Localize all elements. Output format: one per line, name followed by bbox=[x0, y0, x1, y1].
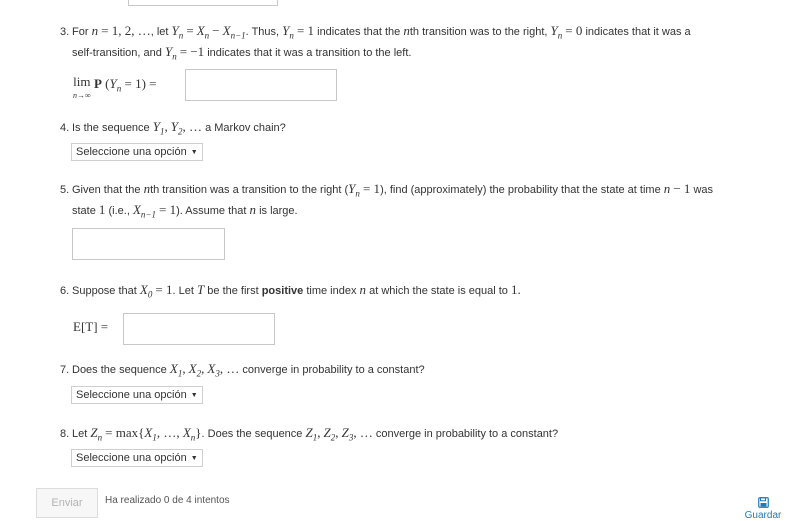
save-label: Guardar bbox=[744, 510, 782, 521]
question-6: 6. Suppose that $X_0 = 1$. Let T be the first positive time index n at which the state is equal to 1. bbox=[60, 282, 521, 300]
question-7: 7. Does the sequence $X_1$, $X_2$, $X_3$, … converge in probability to a constant? bbox=[60, 361, 425, 379]
q3-answer-label: lim n→∞ P $(Y_n = 1)$ = bbox=[73, 74, 157, 100]
save-button[interactable] bbox=[743, 497, 783, 521]
submit-button[interactable]: Enviar bbox=[36, 488, 98, 518]
question-3: 3. For n = 1, 2, …, let $Y_n = X_n - X_{n-1}$. Thus, $Y_n = 1$ indicates that the nth transition was to the right, $Y_n = 0$ indicates that it was a self-transition, and $Y_n = -1$ indicates that it was a transition to the left. bbox=[60, 23, 691, 62]
floppy-disk-icon bbox=[758, 497, 769, 508]
dropdown-arrow-icon: ▼ bbox=[190, 455, 198, 462]
question-5: 5. Given that the nth transition was a transition to the right $(Y_n = 1)$, find (approximately) the probability that the state at time n − 1 was state 1 (i.e., $X_{n-1} = 1$). Assume that n is large. bbox=[60, 181, 714, 220]
q8-select[interactable]: Seleccione una opción ▼ bbox=[71, 449, 203, 467]
q4-select[interactable]: Seleccione una opción ▼ bbox=[71, 143, 203, 161]
question-4: 4. Is the sequence $Y_1$, $Y_2$, … a Markov chain? bbox=[60, 119, 286, 137]
question-8: 8. Let $Z_n = \max\{X_1$, …, $X_n$}. Does the sequence $Z_1$, $Z_2$, $Z_3$, … converge in probability to a constant? bbox=[60, 425, 559, 443]
q6-answer-label: E[T] = bbox=[73, 319, 109, 334]
previous-answer-input[interactable] bbox=[128, 0, 278, 6]
q7-select[interactable]: Seleccione una opción ▼ bbox=[71, 386, 203, 404]
q3-answer-input[interactable] bbox=[185, 69, 337, 101]
dropdown-arrow-icon: ▼ bbox=[190, 149, 198, 156]
q5-answer-input[interactable] bbox=[72, 228, 225, 260]
attempts-text: Ha realizado 0 de 4 intentos bbox=[105, 495, 230, 506]
q6-answer-input[interactable] bbox=[123, 313, 275, 345]
dropdown-arrow-icon: ▼ bbox=[190, 392, 198, 399]
